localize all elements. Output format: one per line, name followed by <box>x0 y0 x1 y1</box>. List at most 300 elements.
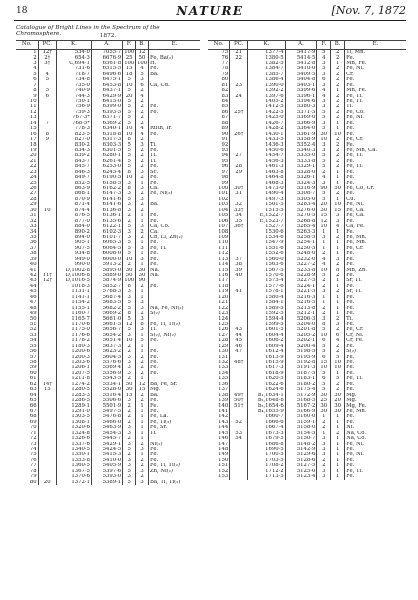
cell-e: Fe. <box>148 355 200 360</box>
cell-f: 25 <box>317 398 331 403</box>
cell-pc: 14† <box>38 382 56 387</box>
cell-no: 8 <box>33 88 37 94</box>
cell-a: 6136·1 <box>91 213 122 218</box>
cell-a: 5276·0 <box>285 208 317 213</box>
cell-f: 10 <box>317 365 331 370</box>
cell-k: 1604·4 <box>248 333 286 338</box>
cell-k: 1570·6 <box>248 273 286 278</box>
cell-no: 99 <box>221 180 229 186</box>
cell-f: 5 <box>317 349 331 354</box>
cell-b: 3 <box>331 213 345 218</box>
cell-e: Fe, Ti. <box>345 376 406 381</box>
cell-b: 2 <box>331 164 345 169</box>
cell-k: b₄,1655·9 <box>248 409 286 414</box>
cell-k: 1380·5 <box>248 55 286 60</box>
cell-a: 5233·8 <box>285 268 317 273</box>
cell-a: 5371·5 <box>285 110 317 115</box>
cell-b: 1 <box>331 121 345 126</box>
cell-f: 5 <box>317 66 331 71</box>
cell-e: Fe, Mn, Ca. <box>345 148 406 153</box>
cell-k: 1428·2 <box>248 126 286 131</box>
cell-e: Fe. <box>345 262 406 267</box>
cell-f: 6 <box>317 338 331 343</box>
cell-b: 3 <box>136 142 149 147</box>
cell-f: 5 <box>123 148 136 153</box>
table-row <box>208 474 406 479</box>
cell-a: 6475·1 <box>91 77 122 82</box>
cell-f: 15 <box>123 393 136 398</box>
cell-k: 1018·3 <box>56 284 91 289</box>
cell-a: 5661·5 <box>91 322 122 327</box>
cell-no: 24 <box>29 175 37 181</box>
cell-a: 5393·0 <box>91 474 122 479</box>
cell-e: Fe, Ti. <box>345 469 406 474</box>
cell-a: 5129·6 <box>285 452 317 457</box>
cell-a: 5604·5 <box>91 355 122 360</box>
cell-f: 10 <box>123 83 136 88</box>
cell-b: 30 <box>331 409 345 414</box>
cell-a: 5329·1 <box>285 164 317 169</box>
cell-pc: 27 <box>230 153 248 158</box>
cell-no: 133 <box>218 365 229 371</box>
cell-b: 1 <box>136 289 149 294</box>
cell-f: 2 <box>317 458 331 463</box>
cell-pc: 29 <box>230 170 248 175</box>
cell-b: 3 <box>136 469 149 474</box>
cell-f: 10 <box>123 257 136 262</box>
cell-a: 6393·5 <box>91 110 122 115</box>
cell-k: 1203·6 <box>56 360 91 365</box>
cell-no: 28 <box>29 196 37 202</box>
cell-a: 5305·0 <box>285 197 317 202</box>
cell-f: 5 <box>123 480 136 485</box>
cell-no: 76 <box>221 55 229 61</box>
cell-pc: 47 <box>230 349 248 354</box>
cell-no: 96 <box>221 164 229 170</box>
cell-a: 5227·2 <box>285 262 317 267</box>
cell-b: 2 <box>136 463 149 468</box>
cell-pc: 33† <box>230 208 248 213</box>
cell-b: 2 <box>331 431 345 436</box>
cell-b: 1 <box>136 251 149 256</box>
cell-k: 768·5* <box>56 121 91 126</box>
cell-e: Fe. <box>345 344 406 349</box>
cell-k: 1527·7 <box>248 224 286 229</box>
cell-no: 102 <box>218 196 229 202</box>
cell-f: 30 <box>317 208 331 213</box>
table-header-row <box>16 41 200 50</box>
cell-b: 1 <box>331 474 345 479</box>
cell-k: 1367·5 <box>56 469 91 474</box>
cell-b: 1 <box>136 333 149 338</box>
cell-e: Ba. <box>148 202 200 207</box>
cell-a: 5227·5 <box>285 278 317 283</box>
cell-no: 36 <box>29 240 37 246</box>
cell-e: Fe. <box>345 142 406 147</box>
cell-k: 1308·1 <box>56 420 91 425</box>
cell-e: Na. <box>148 273 200 278</box>
cell-no: 116 <box>218 272 229 278</box>
cell-k: 884·0 <box>56 224 91 229</box>
cell-k: 1606·2 <box>248 338 286 343</box>
cell-no: 16 <box>29 131 37 137</box>
cell-k: 1563·6 <box>248 262 286 267</box>
cell-k: 1178·2 <box>56 338 91 343</box>
cell-k: 1468·3 <box>248 181 286 186</box>
cell-a: 5497·5 <box>91 409 122 414</box>
col-header-k: K. <box>248 41 286 50</box>
cell-no: 149 <box>218 452 229 458</box>
cell-a: 5623·2 <box>91 349 122 354</box>
cell-e: Fe, Ca. <box>345 208 406 213</box>
cell-a: 5263·3 <box>285 229 317 234</box>
cell-no: 126 <box>218 327 229 333</box>
cell-a: 5414·5 <box>285 55 317 60</box>
cell-b: 2 <box>136 208 149 213</box>
cell-f: 5 <box>317 382 331 387</box>
col-header-b: B. <box>136 41 149 50</box>
cell-e: Fe. <box>345 181 406 186</box>
cell-no: 37 <box>29 245 37 251</box>
cell-a: 5128·6 <box>285 458 317 463</box>
cell-no: 110 <box>218 240 229 246</box>
cell-pc: 43 <box>230 327 248 332</box>
cell-k: 1131·1 <box>56 289 91 294</box>
cell-a: 6122·1 <box>91 224 122 229</box>
cell-b: 30 <box>136 273 149 278</box>
cell-b: 2 <box>136 175 149 180</box>
cell-a: 6135·6 <box>91 219 122 224</box>
cell-e: Fe, Mn. <box>345 235 406 240</box>
cell-b: 3 <box>136 170 149 175</box>
cell-no: 82 <box>221 88 229 94</box>
cell-k: 874·4 <box>56 208 91 213</box>
cell-k: 1386·4 <box>248 77 286 82</box>
cell-no: 103 <box>218 202 229 208</box>
cell-e: Fe. <box>148 403 200 408</box>
cell-e: Fe, Ni(₂) <box>148 191 200 196</box>
cell-no: 112 <box>218 251 229 257</box>
cell-f: 3 <box>317 99 331 104</box>
cell-e: Fe. <box>345 365 406 370</box>
cell-b: 3 <box>136 327 149 332</box>
cell-k: 756·9 <box>56 104 91 109</box>
cell-a: 5265·4 <box>285 224 317 229</box>
cell-a: 6102·3 <box>91 229 122 234</box>
cell-no: 27 <box>29 191 37 197</box>
cell-pc: 4 <box>38 72 56 77</box>
cell-no: 90 <box>221 131 229 137</box>
cell-no: 22 <box>29 164 37 170</box>
cell-f: 10 <box>317 333 331 338</box>
cell-a: 5394·6 <box>285 99 317 104</box>
cell-k: 1430·1 <box>248 132 286 137</box>
cell-a: 5328·0 <box>285 170 317 175</box>
cell-b: 4 <box>136 132 149 137</box>
cell-k: 759·3 <box>56 110 91 115</box>
cell-k: 1454·7 <box>248 153 286 158</box>
cell-f: 1 <box>317 300 331 305</box>
cell-no: 130 <box>218 349 229 355</box>
cell-k: 1426·7 <box>248 121 286 126</box>
cell-f: 5 <box>123 246 136 251</box>
cell-k: 1154·2 <box>56 300 91 305</box>
cell-b: 1 <box>331 240 345 245</box>
cell-a: 6136·8 <box>91 208 122 213</box>
cell-a: 5202·1 <box>285 338 317 343</box>
cell-f: 5 <box>317 110 331 115</box>
cell-no: 29 <box>29 202 37 208</box>
cell-pc: 38 <box>230 262 248 267</box>
cell-b: 2 <box>331 327 345 332</box>
cell-k: 1667·4 <box>248 425 286 430</box>
cell-k: 1324·8 <box>56 431 91 436</box>
cell-f: 30 <box>123 387 136 392</box>
cell-a: 6141·6 <box>91 197 122 202</box>
cell-a: 5166·9 <box>285 409 317 414</box>
cell-a: 5142·9 <box>285 447 317 452</box>
cell-no: 35 <box>29 234 37 240</box>
cell-e: Fe, Ti, Ti(₂) <box>148 463 200 468</box>
cell-no: 78 <box>221 66 229 72</box>
cell-k: 1450·6 <box>248 148 286 153</box>
cell-no: 122 <box>218 305 229 311</box>
cell-b: 2 <box>331 94 345 99</box>
cell-no: 70 <box>29 425 37 431</box>
cell-f: 2 <box>123 420 136 425</box>
cell-a: 6303·3 <box>91 142 122 147</box>
cell-no: 52 <box>29 327 37 333</box>
cell-k: 1320·6 <box>56 425 91 430</box>
cell-no: 113 <box>218 256 229 262</box>
cell-f: 3 <box>317 83 331 88</box>
cell-k: 654·3 <box>56 55 91 60</box>
cell-e: Fe. <box>345 284 406 289</box>
cell-a: 5159·1 <box>285 420 317 425</box>
cell-k: 718·7 <box>56 72 91 77</box>
cell-a: 5913·2 <box>91 262 122 267</box>
cell-no: 117 <box>218 278 229 284</box>
cell-b: 10 <box>331 360 345 365</box>
cell-e: Fe, Ba(₂) <box>148 55 200 60</box>
cell-no: 9 <box>33 93 37 99</box>
cell-e: Fe. <box>345 55 406 60</box>
cell-k: 1372·1 <box>56 480 91 485</box>
cell-b: 1 <box>136 431 149 436</box>
cell-a: 5212·1 <box>285 311 317 316</box>
cell-a: 5187·5 <box>285 371 317 376</box>
cell-k: 1589·5 <box>248 306 286 311</box>
cell-b: 2 <box>331 344 345 349</box>
cell-b: 3 <box>136 246 149 251</box>
cell-a: 5466·0 <box>91 420 122 425</box>
cell-pc: 11† <box>38 273 56 278</box>
cell-no: 44 <box>29 283 37 289</box>
cell-a: 6141·6 <box>91 202 122 207</box>
cell-b: 1 <box>136 213 149 218</box>
cell-f: 2 <box>317 284 331 289</box>
cell-no: 14 <box>29 120 37 126</box>
cell-f: 4 <box>317 262 331 267</box>
cell-no: 152 <box>218 468 229 474</box>
cell-b: 10 <box>331 202 345 207</box>
cell-e: Mg, Fe. <box>345 403 406 408</box>
cell-b: 1 <box>331 175 345 180</box>
cell-a: 6317·3 <box>91 137 122 142</box>
cell-a: 5333·8 <box>285 159 317 164</box>
cell-k: 1547·9 <box>248 240 286 245</box>
cell-b: 3 <box>136 306 149 311</box>
col-header-a: A. <box>91 41 122 50</box>
cell-b: 12 <box>136 382 149 387</box>
cell-f: 6 <box>317 77 331 82</box>
cell-no: 141 <box>218 408 229 414</box>
cell-f: 5 <box>123 104 136 109</box>
cell-f: 10 <box>123 338 136 343</box>
cell-pc: 50† <box>230 398 248 403</box>
catalogue-table-left <box>16 40 200 485</box>
cell-no: 63 <box>29 387 37 393</box>
cell-e: S(₂) <box>148 311 200 316</box>
cell-e: Fe. <box>148 110 200 115</box>
cell-no: 41 <box>29 267 37 273</box>
cell-a: 5150·7 <box>285 436 317 441</box>
cell-k: 1436·3 <box>248 142 286 147</box>
cell-a: 5361·9 <box>285 132 317 137</box>
col-header-a: A. <box>285 41 317 50</box>
cell-e: Ti. <box>345 316 406 321</box>
cell-pc: 30† <box>230 186 248 191</box>
cell-e: Fe. <box>345 360 406 365</box>
cell-f: 15 <box>317 360 331 365</box>
cell-a: 5429·1 <box>91 442 122 447</box>
cell-a: 5254·1 <box>285 240 317 245</box>
cell-no: 80 <box>221 77 229 83</box>
cell-no: 129 <box>218 343 229 349</box>
cell-e: Ti. <box>345 104 406 109</box>
cell-e: Fe. <box>345 121 406 126</box>
cell-b: 90 <box>136 278 149 283</box>
cell-b: 1 <box>331 436 345 441</box>
cell-e: Fe. <box>345 387 406 392</box>
cell-f: 3 <box>317 72 331 77</box>
cell-a: 6496·6 <box>91 72 122 77</box>
cell-e: Na, Co. <box>345 436 406 441</box>
cell-f: 3 <box>317 436 331 441</box>
cell-b: 1 <box>331 425 345 430</box>
cell-a: 5172·9 <box>285 393 317 398</box>
cell-f: 4 <box>317 257 331 262</box>
cell-f: 2 <box>317 425 331 430</box>
cell-k: 1303·5 <box>56 414 91 419</box>
cell-pc: 7 <box>38 121 56 126</box>
cell-pc: 48† <box>230 360 248 365</box>
cell-k: 1679·5 <box>248 436 286 441</box>
cell-pc: 37 <box>230 257 248 262</box>
cell-a: 5454·3 <box>91 431 122 436</box>
cell-e: Fe. <box>345 322 406 327</box>
cell-b: 1 <box>331 251 345 256</box>
cell-no: 4 <box>33 66 37 72</box>
cell-f: 5 <box>123 447 136 452</box>
cell-k: 1515·5 <box>248 208 286 213</box>
cell-k: 1618·9 <box>248 371 286 376</box>
cell-f: 8 <box>123 284 136 289</box>
cell-b: 2 <box>136 110 149 115</box>
cell-pc: 9 <box>38 137 56 142</box>
cell-k: 1690·5 <box>248 447 286 452</box>
cell-b: 2 <box>331 382 345 387</box>
cell-a: 5198·5 <box>285 349 317 354</box>
cell-b: 2 <box>136 355 149 360</box>
cell-f: 3 <box>317 181 331 186</box>
cell-k: 1175·0 <box>56 327 91 332</box>
cell-no: 47 <box>29 300 37 306</box>
cell-e: Mn, Zn. <box>345 268 406 273</box>
cell-e: S(₂), Ni(₂) <box>148 333 200 338</box>
cell-no: 49 <box>29 311 37 317</box>
cell-f: 30 <box>317 132 331 137</box>
cell-f: 12 <box>123 322 136 327</box>
cell-b: 5 <box>136 338 149 343</box>
cell-no: 153 <box>218 474 229 480</box>
cell-b: 1 <box>331 170 345 175</box>
cell-pc: 36† <box>230 224 248 229</box>
cell-no: 23 <box>29 169 37 175</box>
cell-k: 1552·6 <box>248 251 286 256</box>
cell-f: 3 <box>317 474 331 479</box>
cell-f: 3 <box>317 452 331 457</box>
cell-b: 2 <box>136 360 149 365</box>
cell-a: 5192·8 <box>285 360 317 365</box>
cell-b: 1 <box>331 371 345 376</box>
cell-f: 20 <box>123 94 136 99</box>
cell-f: 5 <box>317 387 331 392</box>
cell-e: Fe. <box>345 355 406 360</box>
cell-f: 8 <box>123 311 136 316</box>
cell-e: Fe. <box>148 104 200 109</box>
cell-a: 6437·1 <box>91 88 122 93</box>
cell-pc <box>230 474 248 479</box>
cell-b: 1 <box>136 262 149 267</box>
cell-a: 5463·9 <box>91 425 122 430</box>
cell-f: 5 <box>123 306 136 311</box>
cell-a: 5410·0 <box>91 458 122 463</box>
cell-no: 34 <box>29 229 37 235</box>
cell-f: 8 <box>317 322 331 327</box>
catalogue-year: 1872. <box>99 33 117 39</box>
cell-pc: 22 <box>230 55 248 60</box>
cell-e: Fe. <box>345 159 406 164</box>
cell-f: 1 <box>317 229 331 234</box>
cell-k: 843·7 <box>56 159 91 164</box>
cell-b: 2 <box>136 284 149 289</box>
cell-e: Fe. <box>345 219 406 224</box>
cell-f: 5 <box>123 251 136 256</box>
cell-k: 1385·7 <box>248 72 286 77</box>
cell-a: 5543·5 <box>91 376 122 381</box>
cell-a: 5308·7 <box>285 191 317 196</box>
cell-no: 18 <box>29 142 37 148</box>
cell-b: 1 <box>136 425 149 430</box>
cell-e: Fe. <box>345 414 406 419</box>
cell-a: 5654·2 <box>91 333 122 338</box>
cell-a: 5501·9 <box>91 403 122 408</box>
cell-no: 150 <box>218 457 229 463</box>
cell-k: 1624·6 <box>248 387 286 392</box>
cell-e: Fe. <box>345 257 406 262</box>
cell-pc: 12† <box>38 50 56 56</box>
